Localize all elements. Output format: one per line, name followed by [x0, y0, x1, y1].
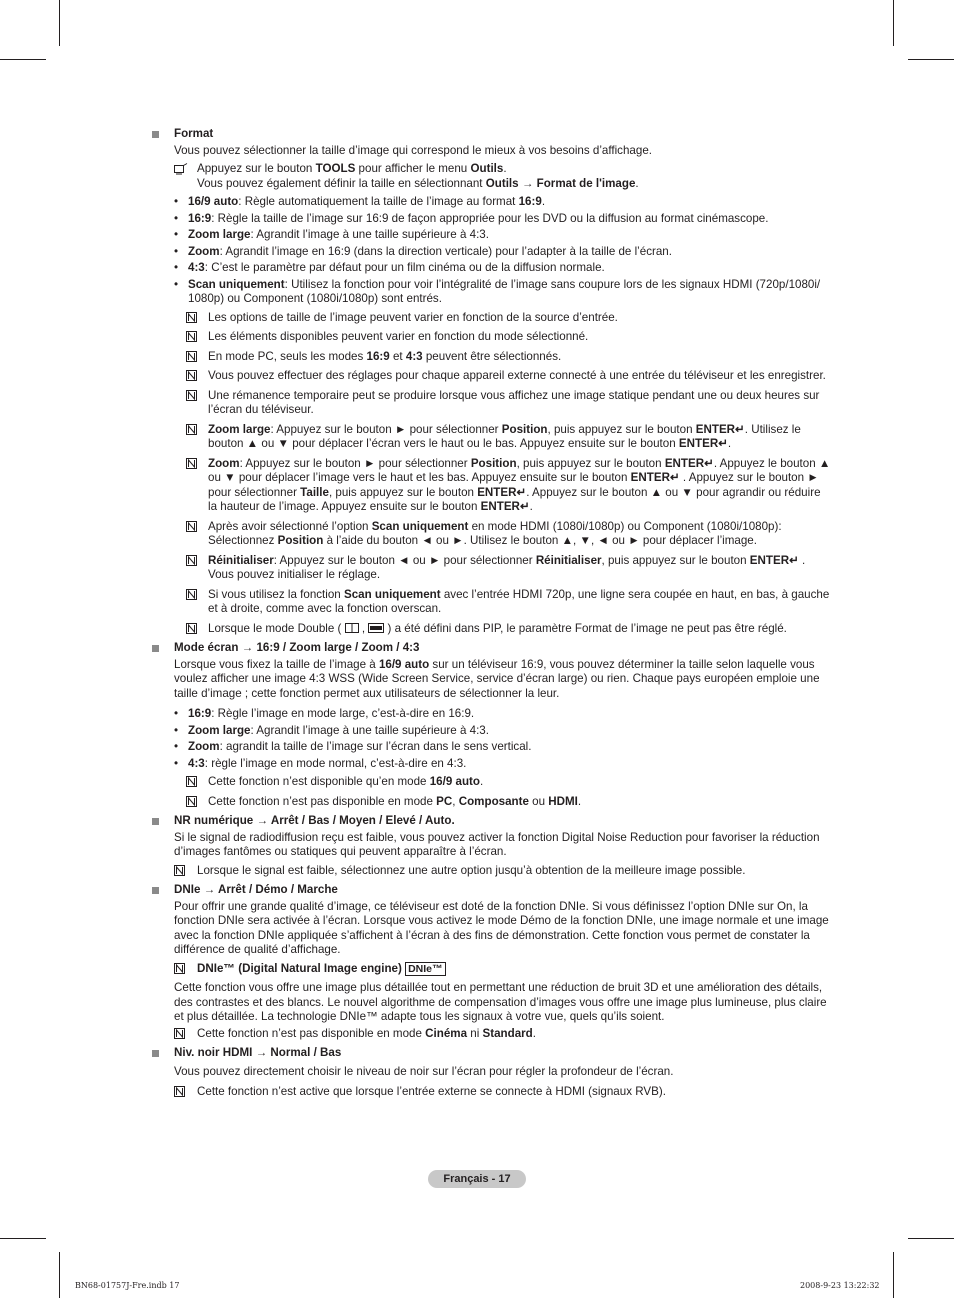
section-nr-title: NR numérique → Arrêt / Bas / Moyen / Elevé / Auto.	[152, 814, 832, 829]
note-item: Cette fonction n’est active que lorsque l’entrée externe se connecte à HDMI (signaux RVB).	[152, 1085, 832, 1100]
note-item: Cette fonction n’est disponible qu’en mode 16/9 auto.	[152, 775, 832, 790]
list-item: • Zoom large: Agrandit l’image à une taille supérieure à 4:3.	[174, 228, 489, 241]
note-item: Réinitialiser: Appuyez sur le bouton ◄ ou ► pour sélectionner Réinitialiser, puis appuyez sur le bouton ENTER↵ . Vous pouvez initialiser le réglage.	[152, 554, 832, 583]
note-icon	[186, 390, 197, 401]
pip-double-icon	[345, 623, 359, 633]
note-item: Zoom: Appuyez sur le bouton ► pour sélectionner Position, puis appuyez sur le bouton ENTER↵. Appuyez le bouton ▲ ou ▼ pour déplacer l’image vers le haut et les bas. Appuyez ensuite sur le bouton ENTER↵ . Appuyez sur le bouton ► pour sélectionner Taille, puis appuyez sur le bouton ENTER↵. Appuyez sur le bouton ▲ ou ▼ pour agrandir ou réduire la hauteur de l’image. Appuyez ensuite sur le bouton ENTER↵.	[152, 457, 832, 515]
note-item: Vous pouvez effectuer des réglages pour chaque appareil externe connecté à une entrée du téléviseur et les enregistrer.	[152, 369, 832, 384]
page-number-badge: Français - 17	[428, 1170, 526, 1188]
pip-double-wide-icon	[368, 623, 384, 633]
note-icon	[186, 796, 197, 807]
list-item: • Zoom: agrandit la taille de l’image sur l’écran dans le sens vertical.	[174, 740, 532, 753]
hdmi-intro: Vous pouvez directement choisir le niveau de noir sur l’écran pour régler la profondeur de l’écran.	[174, 1064, 674, 1078]
dnie-logo: DNIe™	[405, 962, 445, 976]
list-item: • Zoom large: Agrandit l’image à une taille supérieure à 4:3.	[174, 723, 489, 737]
file-slug: BN68-01757J-Fre.indb 17	[75, 1281, 180, 1290]
note-item: Zoom large: Appuyez sur le bouton ► pour sélectionner Position, puis appuyez sur le bouton ENTER↵. Utilisez le bouton ▲ ou ▼ pour déplacer l’écran vers le haut ou le bas. Appuyez ensuite sur le bouton ENTER↵.	[152, 423, 832, 452]
bullet-square-icon	[152, 887, 159, 894]
note-icon	[186, 521, 197, 532]
note-item: Lorsque le mode Double ( , ) a été défini dans PIP, le paramètre Format de l’image ne peut pas être réglé.	[152, 622, 832, 637]
mode-ecran-intro: Lorsque vous fixez la taille de l’image à 16/9 auto sur un téléviseur 16:9, vous pouvez déterminer la taille selon laquelle vous voulez afficher une image 4:3 WSS (Wide Screen Service, service d’écran large) ou rien. Chaque pays européen emploie une taille d’image ; cette fonction permet aux utilisateurs de sélectionner la leur.	[174, 657, 820, 700]
bullet-square-icon	[152, 131, 159, 138]
crop-mark	[0, 1238, 46, 1239]
note-icon	[174, 1086, 185, 1097]
note-icon	[186, 424, 197, 435]
dnie-intro: Pour offrir une grande qualité d’image, ce téléviseur est doté de la fonction DNIe. Si vous définissez l’option DNIe sur On, la fonction DNIe sera activée à l’écran. Lorsque vous activez le mode Démo de la fonction DNIe, une image normale et une image avec la fonction DNIe appliquée s’affichent à l’écran à des fins de démonstration. Cette fonction vous permet de constater la différence de qualité d’affichage.	[174, 899, 829, 956]
note-icon	[186, 312, 197, 323]
crop-mark	[0, 59, 46, 60]
note-item: En mode PC, seuls les modes 16:9 et 4:3 peuvent être sélectionnés.	[152, 350, 832, 365]
note-icon	[174, 1028, 185, 1039]
crop-mark	[908, 1238, 954, 1239]
note-icon	[174, 963, 185, 974]
enter-icon: ↵	[669, 471, 680, 484]
crop-mark	[893, 0, 894, 46]
section-mode-ecran-title: Mode écran → 16:9 / Zoom large / Zoom / 4:3	[152, 641, 832, 656]
note-icon	[186, 458, 197, 469]
note-item: Lorsque le signal est faible, sélectionnez une autre option jusqu’à obtention de la meilleure image possible.	[152, 864, 832, 879]
crop-mark	[908, 59, 954, 60]
tools-icon	[174, 163, 188, 180]
note-item: Les options de taille de l’image peuvent varier en fonction de la source d’entrée.	[152, 311, 832, 326]
note-icon	[186, 623, 197, 634]
enter-icon: ↵	[516, 485, 527, 499]
note-icon	[186, 370, 197, 381]
crop-mark	[59, 1252, 60, 1298]
list-item: • 16:9: Règle la taille de l’image sur 16:9 de façon appropriée pour les DVD ou la diffusion au format cinémascope.	[174, 211, 769, 225]
note-item: Les éléments disponibles peuvent varier en fonction du mode sélectionné.	[152, 330, 832, 345]
enter-icon: ↵	[704, 456, 714, 470]
enter-icon: ↵	[519, 500, 530, 513]
list-item: • Scan uniquement: Utilisez la fonction pour voir l’intégralité de l’image sans coupure lors de les signaux HDMI (720p/1080i/ 1080p) ou Component (1080i/1080p) sont entrés.	[174, 277, 821, 305]
page-content	[152, 125, 832, 1105]
crop-mark	[893, 1252, 894, 1298]
note-item: Une rémanence temporaire peut se produire lorsque vous affichez une image statique pendant une ou deux heures sur l’écran du téléviseur.	[152, 389, 832, 418]
section-hdmi-title: Niv. noir HDMI → Normal / Bas	[152, 1046, 832, 1061]
enter-icon: ↵	[789, 553, 799, 567]
note-item: Après avoir sélectionné l’option Scan uniquement en mode HDMI (1080i/1080p) ou Component (1080i/1080p): Sélectionnez Position à l’aide du bouton ◄ ou ►. Utilisez le bouton ▲, ▼, ◄ ou ► pour déplacer l’image.	[152, 520, 832, 549]
bullet-square-icon	[152, 1050, 159, 1057]
note-item: Si vous utilisez la fonction Scan uniquement avec l’entrée HDMI 720p, une ligne sera coupée en haut, en bas, à gauche et à droite, comme avec la fonction overscan.	[152, 588, 832, 617]
list-item: • 4:3: règle l’image en mode normal, c’est-à-dire en 4:3.	[174, 756, 467, 770]
note-icon	[186, 776, 197, 787]
dnie-body: Cette fonction vous offre une image plus détaillée tout en permettant une réduction de bruit 3D et une amélioration des détails, des contrastes et des blancs. Le nouvel algorithme de compensation d’images vous offre une image plus lumineuse, plus claire et plus détaillée. La technologie DNIe™ adapte tous les signaux à votre vue, quels qu’ils soient.	[174, 981, 827, 1023]
crop-mark	[59, 0, 60, 46]
note-icon	[186, 555, 197, 566]
note-item: Cette fonction n’est pas disponible en mode Cinéma ni Standard.	[152, 1027, 832, 1042]
format-intro: Vous pouvez sélectionner la taille d’image qui correspond le mieux à vos besoins d’affichage.	[174, 143, 652, 157]
enter-icon: ↵	[718, 437, 728, 450]
note-icon	[174, 865, 185, 876]
list-item: • Zoom: Agrandit l’image en 16:9 (dans la direction verticale) pour l’adapter à la taille de l’écran.	[174, 244, 672, 258]
list-item: • 4:3: C’est le paramètre par défaut pour un film cinéma ou de la diffusion normale.	[174, 261, 605, 274]
bullet-square-icon	[152, 645, 159, 652]
tools-note: Appuyez sur le bouton TOOLS pour afficher le menu Outils. Vous pouvez également définir la taille en sélectionnant Outils → Format de l'image.	[152, 162, 832, 191]
note-icon	[186, 589, 197, 600]
note-icon	[186, 351, 197, 362]
date-slug: 2008-9-23 13:22:32	[800, 1281, 880, 1290]
list-item: • 16/9 auto: Règle automatiquement la taille de l’image au format 16:9.	[174, 195, 546, 208]
nr-intro: Si le signal de radiodiffusion reçu est faible, vous pouvez activer la fonction Digital Noise Reduction pour favoriser la réduction d’images fantômes ou statiques qui peuvent apparaître à l’écran.	[174, 830, 820, 858]
section-format-title: Format	[152, 127, 832, 142]
enter-icon: ↵	[735, 422, 745, 436]
note-item: DNIe™ (Digital Natural Image engine) DNIe™	[152, 962, 832, 977]
note-icon	[186, 331, 197, 342]
section-dnie-title: DNIe → Arrêt / Démo / Marche	[152, 883, 832, 898]
list-item: • 16:9: Règle l’image en mode large, c’est-à-dire en 16:9.	[174, 707, 475, 720]
bullet-square-icon	[152, 818, 159, 825]
note-item: Cette fonction n’est pas disponible en mode PC, Composante ou HDMI.	[152, 795, 832, 810]
